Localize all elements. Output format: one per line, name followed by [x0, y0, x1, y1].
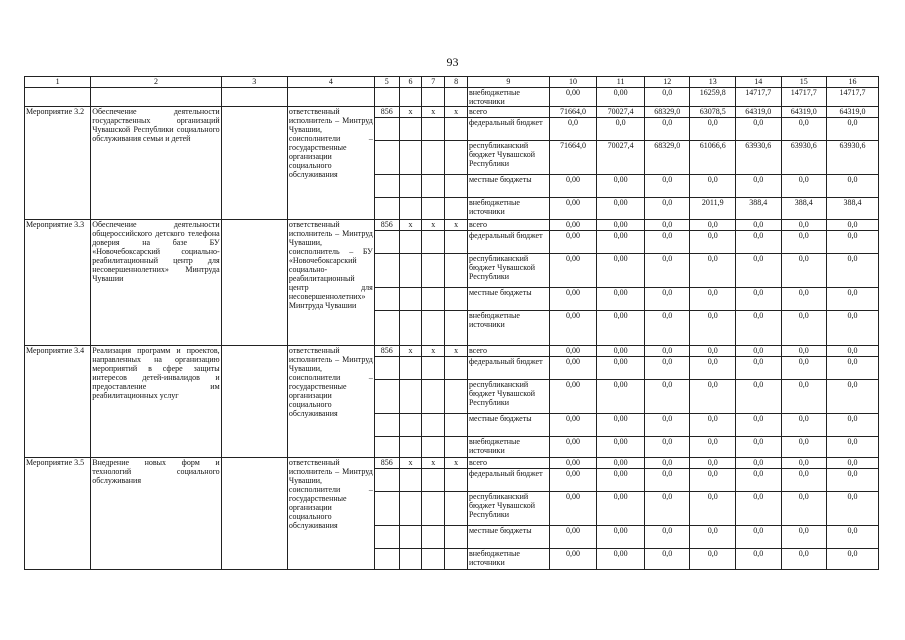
value-cell: 0,0	[736, 118, 782, 141]
source-label: внебюджетные источники	[467, 437, 549, 458]
empty-cell	[374, 175, 399, 198]
empty-cell	[399, 118, 422, 141]
empty-cell	[422, 141, 445, 175]
value-cell: 0,0	[781, 414, 827, 437]
empty-cell	[399, 549, 422, 570]
value-cell: 0,0	[644, 469, 690, 492]
value-cell: 0,0	[781, 288, 827, 311]
value-cell: 0,00	[597, 469, 645, 492]
value-cell: 68329,0	[644, 107, 690, 118]
table-row	[25, 107, 879, 118]
value-cell: 0,00	[597, 311, 645, 346]
value-cell: 0,00	[549, 88, 597, 107]
responsible-executor: ответственный исполнитель – Минтруд Чувашии, соисполнители – государственные организации социального обслуживания	[287, 107, 374, 220]
value-cell: 0,0	[827, 231, 879, 254]
budget-code: 856	[374, 220, 399, 231]
source-label: внебюджетные источники	[467, 549, 549, 570]
value-cell: 0,0	[736, 346, 782, 357]
empty-cell	[445, 198, 468, 220]
empty-cell	[445, 526, 468, 549]
value-cell: 0,00	[597, 198, 645, 220]
value-cell: 63930,6	[781, 141, 827, 175]
col-header: 5	[374, 77, 399, 88]
value-cell: 0,00	[597, 88, 645, 107]
value-cell: 0,0	[690, 175, 736, 198]
col-header: 9	[467, 77, 549, 88]
col-header: 13	[690, 77, 736, 88]
event-name: Обеспечение деятельности государственных организаций Чувашской Республики социального обслуживания семьи и детей	[91, 107, 221, 220]
empty-cell	[374, 469, 399, 492]
value-cell: 0,00	[597, 357, 645, 380]
empty-cell	[399, 437, 422, 458]
empty-cell	[422, 526, 445, 549]
empty-cell	[445, 469, 468, 492]
empty-cell	[422, 198, 445, 220]
empty-cell	[445, 357, 468, 380]
value-cell: 0,0	[736, 311, 782, 346]
value-cell: 388,4	[781, 198, 827, 220]
value-cell: 0,0	[736, 526, 782, 549]
source-label: республиканский бюджет Чувашской Республики	[467, 380, 549, 414]
col-header: 14	[736, 77, 782, 88]
empty-cell	[445, 254, 468, 288]
empty-cell	[374, 231, 399, 254]
value-cell: 0,00	[549, 380, 597, 414]
value-cell: 0,0	[827, 254, 879, 288]
empty-cell	[445, 175, 468, 198]
empty-cell	[422, 357, 445, 380]
empty-cell	[422, 492, 445, 526]
empty-cell	[374, 526, 399, 549]
value-cell: 0,0	[644, 549, 690, 570]
value-cell: 0,0	[736, 231, 782, 254]
empty-cell	[399, 88, 422, 107]
value-cell: 0,0	[781, 175, 827, 198]
value-cell: 0,0	[827, 220, 879, 231]
x-mark: x	[445, 107, 468, 118]
empty-cell	[445, 549, 468, 570]
value-cell: 68329,0	[644, 141, 690, 175]
value-cell: 0,00	[597, 220, 645, 231]
source-label: всего	[467, 220, 549, 231]
page-number: 93	[446, 55, 459, 69]
empty-cell	[445, 141, 468, 175]
header-row	[25, 77, 879, 88]
value-cell: 0,00	[549, 458, 597, 469]
source-label: федеральный бюджет	[467, 469, 549, 492]
value-cell: 0,0	[644, 288, 690, 311]
x-mark: x	[422, 107, 445, 118]
source-label: местные бюджеты	[467, 414, 549, 437]
responsible-executor: ответственный исполнитель – Минтруд Чувашии, соисполнитель – БУ «Новочебоксарский социально-реабилитационный центр для несовершеннолетних» Минтруда Чувашии	[287, 220, 374, 346]
empty-cell	[422, 88, 445, 107]
value-cell: 0,00	[549, 437, 597, 458]
empty-cell	[374, 254, 399, 288]
value-cell: 0,0	[781, 231, 827, 254]
empty-cell	[422, 414, 445, 437]
source-label: всего	[467, 458, 549, 469]
source-label: внебюджетные источники	[467, 88, 549, 107]
empty-cell	[399, 254, 422, 288]
value-cell: 0,00	[597, 549, 645, 570]
source-label: всего	[467, 346, 549, 357]
value-cell: 70027,4	[597, 107, 645, 118]
x-mark: x	[422, 458, 445, 469]
value-cell: 14717,7	[736, 88, 782, 107]
value-cell: 0,00	[597, 288, 645, 311]
value-cell: 0,0	[781, 357, 827, 380]
empty-cell	[422, 469, 445, 492]
empty-cell	[422, 437, 445, 458]
empty-cell	[422, 311, 445, 346]
empty-cell	[422, 288, 445, 311]
value-cell: 0,0	[827, 458, 879, 469]
value-cell: 0,0	[827, 526, 879, 549]
value-cell: 0,0	[827, 346, 879, 357]
budget-code: 856	[374, 346, 399, 357]
empty-cell	[399, 231, 422, 254]
source-label: местные бюджеты	[467, 526, 549, 549]
empty-cell	[399, 141, 422, 175]
x-mark: x	[422, 346, 445, 357]
value-cell: 0,00	[597, 254, 645, 288]
value-cell: 0,0	[690, 469, 736, 492]
value-cell: 0,0	[781, 220, 827, 231]
value-cell: 0,0	[827, 437, 879, 458]
empty-cell	[374, 288, 399, 311]
value-cell: 0,0	[736, 357, 782, 380]
value-cell: 0,0	[644, 346, 690, 357]
value-cell: 0,0	[736, 469, 782, 492]
value-cell: 0,00	[549, 198, 597, 220]
value-cell: 0,0	[827, 118, 879, 141]
source-label: местные бюджеты	[467, 288, 549, 311]
col-header: 12	[644, 77, 690, 88]
x-mark: x	[399, 346, 422, 357]
continuation-row	[25, 88, 879, 107]
value-cell: 0,0	[736, 220, 782, 231]
x-mark: x	[399, 107, 422, 118]
value-cell: 0,0	[781, 549, 827, 570]
event-number: Мероприятие 3.4	[25, 346, 91, 458]
empty-cell	[221, 88, 287, 107]
col-header: 4	[287, 77, 374, 88]
value-cell: 0,0	[827, 414, 879, 437]
empty-cell	[422, 380, 445, 414]
value-cell: 0,0	[644, 175, 690, 198]
value-cell: 0,0	[827, 357, 879, 380]
empty-cell	[91, 88, 221, 107]
value-cell: 0,00	[549, 175, 597, 198]
empty-cell	[422, 549, 445, 570]
value-cell: 0,0	[644, 437, 690, 458]
empty-cell	[374, 118, 399, 141]
empty-cell	[374, 88, 399, 107]
source-label: местные бюджеты	[467, 175, 549, 198]
value-cell: 63078,5	[690, 107, 736, 118]
value-cell: 0,0	[644, 380, 690, 414]
value-cell: 0,00	[597, 414, 645, 437]
table-row	[25, 458, 879, 469]
value-cell: 0,0	[736, 288, 782, 311]
value-cell: 0,0	[690, 380, 736, 414]
value-cell: 0,0	[736, 549, 782, 570]
empty-cell	[399, 469, 422, 492]
value-cell: 0,0	[644, 492, 690, 526]
empty-cell	[221, 346, 287, 458]
value-cell: 0,00	[597, 492, 645, 526]
value-cell: 14717,7	[827, 88, 879, 107]
col-header: 11	[597, 77, 645, 88]
value-cell: 0,0	[690, 288, 736, 311]
empty-cell	[221, 107, 287, 220]
event-number: Мероприятие 3.5	[25, 458, 91, 570]
value-cell: 0,0	[690, 549, 736, 570]
value-cell: 0,0	[781, 469, 827, 492]
table-row	[25, 346, 879, 357]
value-cell: 0,0	[827, 380, 879, 414]
value-cell: 2011,9	[690, 198, 736, 220]
value-cell: 0,0	[781, 254, 827, 288]
empty-cell	[399, 175, 422, 198]
empty-cell	[422, 175, 445, 198]
empty-cell	[399, 526, 422, 549]
empty-cell	[399, 414, 422, 437]
col-header: 15	[781, 77, 827, 88]
value-cell: 0,0	[690, 220, 736, 231]
value-cell: 0,0	[644, 254, 690, 288]
event-number: Мероприятие 3.3	[25, 220, 91, 346]
value-cell: 0,00	[597, 380, 645, 414]
source-label: республиканский бюджет Чувашской Республики	[467, 254, 549, 288]
value-cell: 64319,0	[827, 107, 879, 118]
empty-cell	[399, 288, 422, 311]
value-cell: 0,0	[690, 357, 736, 380]
value-cell: 71664,0	[549, 141, 597, 175]
value-cell: 0,0	[781, 346, 827, 357]
x-mark: x	[422, 220, 445, 231]
value-cell: 0,0	[644, 198, 690, 220]
col-header: 3	[221, 77, 287, 88]
value-cell: 61066,6	[690, 141, 736, 175]
source-label: республиканский бюджет Чувашской Республики	[467, 492, 549, 526]
value-cell: 0,0	[781, 458, 827, 469]
value-cell: 0,0	[644, 357, 690, 380]
empty-cell	[422, 254, 445, 288]
value-cell: 0,0	[827, 288, 879, 311]
empty-cell	[445, 380, 468, 414]
empty-cell	[374, 492, 399, 526]
value-cell: 0,0	[690, 458, 736, 469]
value-cell: 0,0	[644, 220, 690, 231]
empty-cell	[374, 311, 399, 346]
value-cell: 0,0	[781, 380, 827, 414]
empty-cell	[445, 414, 468, 437]
empty-cell	[399, 492, 422, 526]
x-mark: x	[399, 220, 422, 231]
value-cell: 71664,0	[549, 107, 597, 118]
value-cell: 0,0	[690, 526, 736, 549]
value-cell: 64319,0	[781, 107, 827, 118]
value-cell: 0,0	[736, 175, 782, 198]
value-cell: 0,0	[827, 492, 879, 526]
budget-code: 856	[374, 107, 399, 118]
value-cell: 0,0	[736, 437, 782, 458]
value-cell: 0,0	[690, 492, 736, 526]
empty-cell	[374, 198, 399, 220]
empty-cell	[221, 458, 287, 570]
empty-cell	[445, 231, 468, 254]
value-cell: 0,0	[781, 437, 827, 458]
value-cell: 0,0	[644, 118, 690, 141]
value-cell: 0,0	[690, 414, 736, 437]
x-mark: x	[445, 458, 468, 469]
col-header: 2	[91, 77, 221, 88]
responsible-executor: ответственный исполнитель – Минтруд Чувашии, соисполнители – государственные организации социального обслуживания	[287, 346, 374, 458]
value-cell: 16259,8	[690, 88, 736, 107]
col-header: 7	[422, 77, 445, 88]
value-cell: 0,0	[736, 492, 782, 526]
value-cell: 0,0	[690, 311, 736, 346]
value-cell: 70027,4	[597, 141, 645, 175]
value-cell: 0,0	[644, 88, 690, 107]
value-cell: 0,00	[549, 311, 597, 346]
value-cell: 0,0	[827, 175, 879, 198]
empty-cell	[445, 288, 468, 311]
value-cell: 0,0	[736, 458, 782, 469]
budget-code: 856	[374, 458, 399, 469]
x-mark: x	[445, 220, 468, 231]
value-cell: 0,0	[736, 414, 782, 437]
responsible-executor: ответственный исполнитель – Минтруд Чувашии, соисполнители – государственные организации социального обслуживания	[287, 458, 374, 570]
value-cell: 0,0	[690, 231, 736, 254]
value-cell: 0,0	[644, 231, 690, 254]
value-cell: 0,00	[597, 437, 645, 458]
value-cell: 0,0	[690, 437, 736, 458]
value-cell: 0,0	[736, 254, 782, 288]
source-label: всего	[467, 107, 549, 118]
value-cell: 0,0	[781, 526, 827, 549]
value-cell: 0,00	[549, 357, 597, 380]
empty-cell	[399, 311, 422, 346]
value-cell: 0,0	[690, 254, 736, 288]
empty-cell	[374, 141, 399, 175]
event-number: Мероприятие 3.2	[25, 107, 91, 220]
empty-cell	[445, 492, 468, 526]
value-cell: 0,00	[597, 526, 645, 549]
program-table	[24, 76, 879, 570]
value-cell: 14717,7	[781, 88, 827, 107]
value-cell: 0,00	[549, 346, 597, 357]
event-name: Внедрение новых форм и технологий социального обслуживания	[91, 458, 221, 570]
value-cell: 0,00	[549, 231, 597, 254]
source-label: федеральный бюджет	[467, 118, 549, 141]
value-cell: 0,00	[549, 469, 597, 492]
value-cell: 388,4	[827, 198, 879, 220]
event-name: Реализация программ и проектов, направленных на организацию мероприятий в сфере защиты интересов детей-инвалидов и предоставление им реабилитационных услуг	[91, 346, 221, 458]
empty-cell	[374, 414, 399, 437]
table-row	[25, 220, 879, 231]
empty-cell	[399, 357, 422, 380]
value-cell: 0,0	[549, 118, 597, 141]
empty-cell	[399, 380, 422, 414]
empty-cell	[374, 549, 399, 570]
empty-cell	[445, 118, 468, 141]
empty-cell	[422, 118, 445, 141]
value-cell: 0,0	[781, 492, 827, 526]
empty-cell	[445, 311, 468, 346]
value-cell: 0,0	[644, 414, 690, 437]
value-cell: 0,0	[690, 118, 736, 141]
event-name: Обеспечение деятельности общероссийского детского телефона доверия на базе БУ «Новочебоксарский социально-реабилитационный центр для несовершеннолетних» Минтруда Чувашии	[91, 220, 221, 346]
empty-cell	[445, 88, 468, 107]
empty-cell	[287, 88, 374, 107]
value-cell: 0,00	[549, 492, 597, 526]
value-cell: 0,0	[736, 380, 782, 414]
value-cell: 63930,6	[736, 141, 782, 175]
value-cell: 388,4	[736, 198, 782, 220]
source-label: федеральный бюджет	[467, 231, 549, 254]
value-cell: 0,0	[781, 118, 827, 141]
source-label: федеральный бюджет	[467, 357, 549, 380]
value-cell: 0,00	[597, 458, 645, 469]
value-cell: 0,0	[690, 346, 736, 357]
empty-cell	[399, 198, 422, 220]
value-cell: 0,0	[644, 311, 690, 346]
value-cell: 0,0	[827, 549, 879, 570]
source-label: внебюджетные источники	[467, 198, 549, 220]
value-cell: 0,00	[549, 220, 597, 231]
col-header: 8	[445, 77, 468, 88]
col-header: 1	[25, 77, 91, 88]
source-label: республиканский бюджет Чувашской Республики	[467, 141, 549, 175]
empty-cell	[374, 380, 399, 414]
value-cell: 0,0	[827, 469, 879, 492]
value-cell: 0,00	[549, 254, 597, 288]
empty-cell	[422, 231, 445, 254]
empty-cell	[374, 437, 399, 458]
col-header: 6	[399, 77, 422, 88]
empty-cell	[374, 357, 399, 380]
empty-cell	[25, 88, 91, 107]
source-label: внебюджетные источники	[467, 311, 549, 346]
value-cell: 0,00	[549, 414, 597, 437]
col-header: 10	[549, 77, 597, 88]
value-cell: 0,00	[597, 346, 645, 357]
col-header: 16	[827, 77, 879, 88]
value-cell: 0,0	[644, 526, 690, 549]
value-cell: 0,00	[597, 175, 645, 198]
value-cell: 0,0	[644, 458, 690, 469]
value-cell: 63930,6	[827, 141, 879, 175]
value-cell: 0,00	[597, 231, 645, 254]
value-cell: 0,0	[597, 118, 645, 141]
value-cell: 0,00	[549, 526, 597, 549]
value-cell: 0,0	[781, 311, 827, 346]
value-cell: 0,00	[549, 549, 597, 570]
empty-cell	[221, 220, 287, 346]
empty-cell	[445, 437, 468, 458]
x-mark: x	[445, 346, 468, 357]
value-cell: 0,0	[827, 311, 879, 346]
value-cell: 64319,0	[736, 107, 782, 118]
value-cell: 0,00	[549, 288, 597, 311]
x-mark: x	[399, 458, 422, 469]
